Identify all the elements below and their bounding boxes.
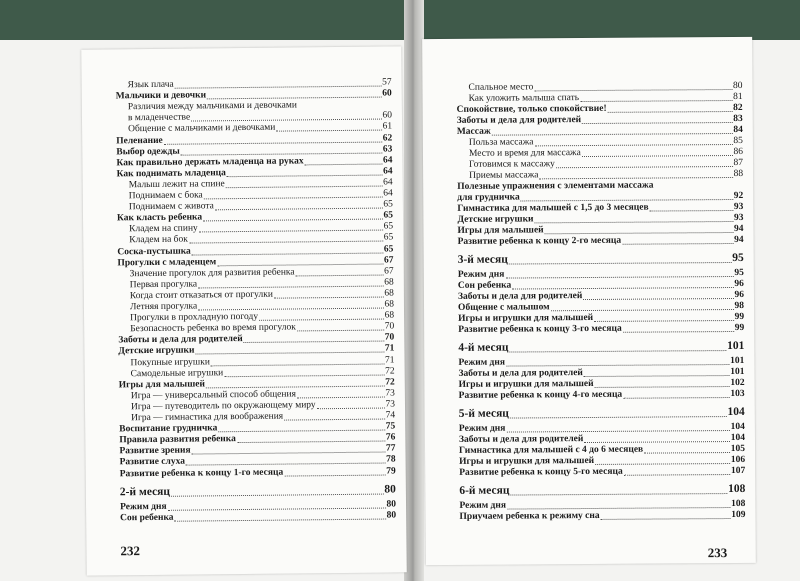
toc-leader-dots <box>217 263 383 266</box>
toc-entry-page: 71 <box>384 354 395 366</box>
toc-entry-page: 65 <box>383 243 394 255</box>
toc-entry-page: 61 <box>382 121 393 132</box>
toc-leader-dots <box>608 111 733 113</box>
toc-leader-dots <box>215 208 383 211</box>
toc-entry-title: Приемы массажа <box>469 170 539 181</box>
toc-entry-title: Гимнастика для малышей с 1,5 до 3 месяцев <box>457 202 649 214</box>
toc-entry-title: Сон ребенка <box>120 512 174 523</box>
toc-heading <box>458 340 744 355</box>
background-top <box>0 0 800 40</box>
toc-entry-page: 94 <box>733 223 744 234</box>
toc-entry-title: 2-й месяц <box>119 485 171 498</box>
toc-leader-dots <box>237 441 385 444</box>
toc-entry-page: 94 <box>734 234 744 245</box>
toc-entry-title: Покупные игрушки <box>130 356 210 368</box>
toc-entry-page: 70 <box>384 332 395 343</box>
toc-entry-page: 65 <box>383 232 394 243</box>
toc-entry-title: Игра — гимнастика для воображения <box>131 411 284 424</box>
toc-entry-title: Заботы и дела для родителей <box>118 334 243 346</box>
toc-entry-page: 64 <box>383 177 393 188</box>
toc-leader-dots <box>583 298 733 300</box>
toc-leader-dots <box>535 144 733 146</box>
toc-entry-page: 79 <box>386 465 396 477</box>
toc-entry-page: 80 <box>386 510 397 521</box>
toc-entry-page: 95 <box>734 267 744 278</box>
toc-entry-page: 68 <box>384 277 394 288</box>
toc-entry-page: 98 <box>734 300 745 311</box>
toc-leader-dots <box>510 493 727 496</box>
toc-entry-page: 68 <box>384 299 394 310</box>
toc-entry-page: 74 <box>385 410 396 421</box>
toc-entry-page: 96 <box>734 289 744 300</box>
toc-heading <box>459 483 745 498</box>
toc-entry-title: Режим дня <box>458 423 506 434</box>
toc-entry-title: Игра — универсальный способ общения <box>130 389 296 401</box>
toc-leader-dots <box>545 232 733 234</box>
toc-entry-title: Польза массажа <box>468 137 534 148</box>
toc-entry-title: Спокойствие, только спокойствие! <box>456 103 607 115</box>
toc-entry-page: 101 <box>727 339 745 353</box>
toc-entry-title: Поднимаем с бока <box>128 190 203 202</box>
toc-entry-page: 77 <box>385 443 396 454</box>
toc-entry-page: 107 <box>730 465 746 477</box>
toc-leader-dots <box>505 276 733 279</box>
toc-leader-dots <box>595 386 730 388</box>
toc-entry-title: Воспитание грудничка <box>119 423 218 435</box>
toc-entry-page: 105 <box>730 443 746 455</box>
toc-entry-title: Прогулки с младенцем <box>117 256 217 268</box>
toc-leader-dots <box>580 100 732 102</box>
toc-entry-page: 102 <box>730 377 745 389</box>
toc-entry-title: Заботы и дела для родителей <box>458 368 583 379</box>
toc-entry-title: Готовимся к массажу <box>469 159 555 170</box>
right-page <box>422 37 756 565</box>
toc-entry-title: Развитие ребенка к концу 2-го месяца <box>457 235 622 247</box>
toc-entry-page: 78 <box>386 454 396 465</box>
toc-entry-title: Развитие ребенка к концу 1-го месяца <box>119 467 284 479</box>
toc-entry <box>459 389 745 402</box>
book-spine <box>404 0 424 581</box>
toc-leader-dots <box>540 177 733 179</box>
toc-leader-dots <box>521 199 733 201</box>
toc-leader-dots <box>584 375 729 377</box>
toc-leader-dots <box>274 296 383 298</box>
toc-leader-dots <box>244 341 384 343</box>
toc-leader-dots <box>510 416 727 419</box>
toc-entry-page: 104 <box>730 421 745 433</box>
toc-entry-title: Различия между мальчиками и девочками <box>127 100 297 113</box>
toc-entry-page: 73 <box>385 388 395 399</box>
toc-entry-title: Развитие зрения <box>119 445 191 457</box>
toc-entry-title: Заботы и дела для родителей <box>456 115 582 126</box>
toc-leader-dots <box>582 155 733 157</box>
toc-entry-page: 104 <box>727 405 745 419</box>
toc-entry-title: 3-й месяц <box>457 253 508 266</box>
toc-entry-title: Гимнастика для малышей с 4 до 6 месяцев <box>459 444 644 456</box>
toc-entry-page: 84 <box>733 124 743 135</box>
toc-entry-page: 93 <box>733 201 744 212</box>
toc-entry-page: 101 <box>730 355 745 367</box>
toc-entry-page: 80 <box>386 499 397 510</box>
toc-entry-title: 4-й месяц <box>458 341 509 354</box>
toc-heading <box>120 483 396 499</box>
toc-entry-title: Приучаем ребенка к режиму сна <box>459 510 600 522</box>
toc-entry-page: 82 <box>733 102 743 113</box>
toc-entry-page: 63 <box>382 144 393 155</box>
toc-entry-page: 80 <box>384 483 396 496</box>
toc-entry-page: 88 <box>733 168 744 179</box>
toc-entry-title: Режим дня <box>458 357 505 368</box>
toc-entry-title: Детские игрушки <box>118 345 195 357</box>
toc-entry-title: 6-й месяц <box>459 484 510 497</box>
toc-leader-dots <box>506 430 729 433</box>
toc-leader-dots <box>595 463 730 465</box>
toc-leader-dots <box>171 493 383 496</box>
toc-leader-dots <box>594 320 733 322</box>
toc-entry <box>459 466 745 479</box>
toc-leader-dots <box>507 507 730 510</box>
toc-leader-dots <box>509 262 731 265</box>
toc-entry-title: Развитие ребенка к концу 4-го месяца <box>458 389 623 401</box>
toc-entry-page: 65 <box>383 199 393 210</box>
toc-entry-title: Как класть ребенка <box>116 212 203 224</box>
toc-entry-title: Как уложить малыша спать <box>468 93 580 104</box>
toc-entry-title: Кладем на спину <box>129 223 198 235</box>
toc-entry-page: 76 <box>385 432 396 443</box>
toc-entry-page: 64 <box>383 188 393 199</box>
toc-entry-title: Игры и игрушки для малышей <box>459 455 595 467</box>
toc-leader-dots <box>175 518 386 521</box>
toc-leader-dots <box>644 452 730 454</box>
toc-entry-page: 108 <box>728 482 746 496</box>
page-number-right: 233 <box>707 545 728 561</box>
toc-entry-title: Как правильно держать младенца на руках <box>116 156 304 169</box>
toc-entry-page: 106 <box>730 454 746 466</box>
toc-entry-title: в младенчестве <box>127 112 191 124</box>
toc-entry-title: для грудничка <box>457 192 520 203</box>
toc-entry <box>459 510 745 523</box>
toc-entry-page: 99 <box>734 311 745 322</box>
toc-entry-page: 72 <box>385 366 395 377</box>
toc-entry-page: 85 <box>733 135 743 146</box>
toc-leader-dots <box>297 330 384 332</box>
toc-entry-title: Развитие ребенка к концу 5-го месяца <box>459 466 623 478</box>
toc-leader-dots <box>284 419 384 421</box>
toc-entry-title: Самодельные игрушки <box>130 367 224 379</box>
toc-entry-page: 109 <box>731 509 746 521</box>
toc-leader-dots <box>509 350 726 353</box>
toc-entry-page: 60 <box>382 110 393 121</box>
toc-leader-dots <box>297 396 384 398</box>
toc-entry-title: Режим дня <box>459 500 506 511</box>
toc-entry <box>120 510 396 524</box>
toc-entry-page: 68 <box>384 310 395 321</box>
toc-entry-title: Режим дня <box>119 501 167 512</box>
toc-entry-page: 65 <box>383 210 394 221</box>
toc-entry-title: Общение с мальчиками и девочками <box>128 123 276 135</box>
toc-entry-title: Полезные упражнения с элементами массажа <box>457 180 654 192</box>
toc-heading <box>459 406 745 421</box>
toc-leader-dots <box>601 518 731 520</box>
toc-leader-dots <box>305 163 382 165</box>
toc-leader-dots <box>227 174 382 177</box>
toc-entry-title: Кладем на бок <box>129 234 188 246</box>
toc-leader-dots <box>556 166 733 168</box>
toc-entry-page: 92 <box>733 190 744 201</box>
toc-entry-title: Соска-пустышка <box>117 246 191 257</box>
toc-leader-dots <box>512 287 733 290</box>
toc-entry-title: Малыш лежит на спине <box>128 179 225 191</box>
toc-leader-dots <box>506 364 729 367</box>
toc-leader-dots <box>623 397 729 399</box>
toc-entry-title: Игры и игрушки для малышей <box>458 378 594 390</box>
toc-leader-dots <box>224 374 384 377</box>
toc-entry-page: 62 <box>382 132 393 144</box>
toc-entry <box>458 235 744 248</box>
left-page <box>81 46 406 575</box>
toc-leader-dots <box>296 274 384 276</box>
toc-leader-dots <box>284 474 385 476</box>
toc-entry-title: Спальное место <box>468 82 534 93</box>
toc-entry-title: Развитие слуха <box>119 457 186 468</box>
toc-leader-dots <box>276 130 381 132</box>
toc-leader-dots <box>259 319 383 321</box>
toc-entry-title: Как поднимать младенца <box>116 167 226 180</box>
toc-leader-dots <box>551 309 734 311</box>
toc-entry-title: Заботы и дела для родителей <box>457 291 583 302</box>
toc-entry <box>120 466 396 480</box>
toc-entry-title: Игры и игрушки для малышей <box>458 312 594 324</box>
toc-entry-page: 86 <box>733 146 743 157</box>
toc-entry-page: 103 <box>730 388 745 400</box>
toc-entry-title: Режим дня <box>457 269 505 280</box>
toc-entry-page: 95 <box>732 251 744 264</box>
toc-entry <box>458 323 744 336</box>
toc-entry-page: 83 <box>733 113 743 124</box>
toc-entry-page: 67 <box>383 255 394 266</box>
toc-leader-dots <box>317 407 385 409</box>
toc-entry-title: Мальчики и девочки <box>115 90 207 102</box>
toc-leader-dots <box>624 474 730 476</box>
toc-entry-title: Детские игрушки <box>457 214 534 225</box>
toc-entry-page: 81 <box>733 91 743 102</box>
toc-leader-dots <box>535 221 733 223</box>
toc-entry-page: 70 <box>384 321 395 332</box>
toc-entry-page: 64 <box>382 166 393 177</box>
toc-entry-page: 108 <box>731 498 746 510</box>
page-number-left: 232 <box>120 543 141 559</box>
toc-entry-title: Сон ребенка <box>457 280 512 291</box>
toc-entry-page: 93 <box>733 212 744 223</box>
toc-entry-page: 57 <box>382 77 392 88</box>
toc-heading <box>458 252 744 267</box>
toc-entry-title: Прогулки в прохладную погоду <box>130 311 259 324</box>
toc-leader-dots <box>650 210 733 212</box>
toc-entry-page: 104 <box>730 432 745 444</box>
toc-entry-title: Когда стоит отказаться от прогулки <box>129 289 273 302</box>
toc-entry-page: 64 <box>382 155 393 166</box>
toc-leader-dots <box>218 430 384 433</box>
toc-entry-page: 68 <box>384 288 394 299</box>
toc-entry-title: Выбор одежды <box>116 146 180 157</box>
toc-entry-page: 72 <box>385 377 395 388</box>
toc-entry-title: Первая прогулка <box>129 279 198 290</box>
toc-entry-page: 73 <box>385 399 396 410</box>
toc-leader-dots <box>582 122 732 124</box>
toc-entry-page: 87 <box>733 157 744 168</box>
toc-entry-title: Значение прогулок для развития ребенка <box>129 267 295 279</box>
toc-leader-dots <box>534 89 732 91</box>
toc-entry-title: Правила развития ребенка <box>119 434 236 446</box>
toc-entry-title: Развитие ребенка к концу 3-го месяца <box>458 323 622 335</box>
toc-leader-dots <box>226 185 382 188</box>
toc-entry-title: Игры для малышей <box>457 225 544 236</box>
toc-entry-page: 71 <box>384 343 395 354</box>
toc-entry-page: 96 <box>734 278 744 289</box>
toc-entry-title: Язык плача <box>127 79 174 91</box>
toc-leader-dots <box>623 331 734 333</box>
toc-entry-title: Общение с малышом <box>458 302 550 313</box>
toc-entry-page: 75 <box>385 421 396 432</box>
toc-leader-dots <box>584 441 729 443</box>
toc-entry-title: Пеленание <box>116 135 163 146</box>
toc-entry-title: Игра — путеводитель по окружающему миру <box>130 400 316 413</box>
toc-entry-page: 101 <box>730 366 745 378</box>
toc-entry-page: 65 <box>383 221 394 232</box>
toc-entry-title: Летняя прогулка <box>129 301 198 313</box>
toc-entry-page: 80 <box>732 80 743 91</box>
toc-entry-page: 67 <box>384 266 394 277</box>
toc-entry-title: Массаж <box>456 126 491 137</box>
toc-leader-dots <box>622 243 733 245</box>
toc-entry-title: 5-й месяц <box>458 407 509 420</box>
toc-entry-title: Игры для малышей <box>118 379 205 391</box>
toc-entry-title: Безопасность ребенка во время прогулок <box>130 322 296 335</box>
toc-entry-title: Место и время для массажа <box>468 148 581 159</box>
toc-entry-page: 60 <box>382 88 392 99</box>
toc-entry-page: 99 <box>734 322 745 333</box>
toc-entry-title: Заботы и дела для родителей <box>458 434 584 445</box>
toc-entry-title: Поднимаем с живота <box>128 201 214 213</box>
